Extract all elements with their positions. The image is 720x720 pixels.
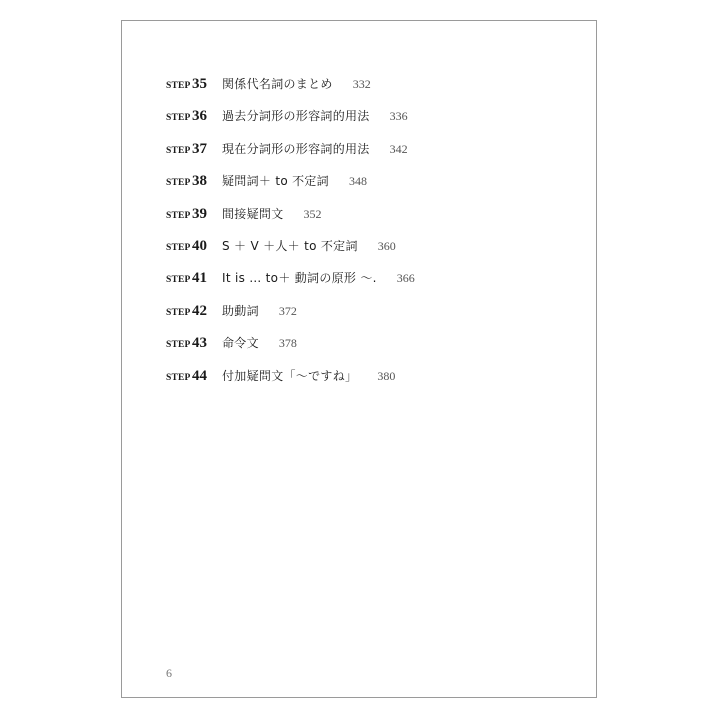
entry-page-number: 366 <box>396 271 415 286</box>
step-number: 36 <box>192 108 207 125</box>
entry-title: It is … to＋ 動詞の原形 ～. <box>222 271 377 286</box>
step-number: 39 <box>192 205 207 222</box>
entry-page-number: 352 <box>303 206 322 221</box>
step-label: STEP <box>166 372 191 383</box>
entry-title: 命令文 <box>222 336 259 351</box>
toc-entry-step-39 <box>166 205 415 237</box>
entry-page-number: 360 <box>377 238 396 253</box>
entry-title: S ＋ V ＋人＋ to 不定詞 <box>222 238 358 253</box>
step-label: STEP <box>166 242 191 253</box>
entry-page-number: 378 <box>278 336 297 351</box>
step-label: STEP <box>166 275 191 286</box>
step-number: 42 <box>192 302 207 319</box>
page-folio: 6 <box>166 666 172 680</box>
step-label: STEP <box>166 210 191 221</box>
entry-title: 現在分詞形の形容詞的用法 <box>222 141 370 156</box>
entry-page-number: 372 <box>278 303 297 318</box>
toc-entry-step-40 <box>166 237 415 269</box>
entry-title: 助動詞 <box>222 303 259 318</box>
toc-entry-step-35 <box>166 75 415 107</box>
step-label: STEP <box>166 81 191 91</box>
step-label: STEP <box>166 145 191 156</box>
step-number: 41 <box>192 270 207 287</box>
entry-title: 関係代名詞のまとめ <box>222 77 333 91</box>
toc-entry-step-43 <box>166 334 415 366</box>
toc-entry-step-36 <box>166 107 415 139</box>
entry-title: 付加疑問文「～ですね」 <box>222 368 358 383</box>
toc-entry-step-37 <box>166 140 415 172</box>
toc-entry-step-41 <box>166 269 415 301</box>
entry-title: 過去分詞形の形容詞的用法 <box>222 109 370 124</box>
entry-page-number: 380 <box>377 368 396 383</box>
step-label: STEP <box>166 178 191 189</box>
step-number: 40 <box>192 237 207 254</box>
entry-page-number: 348 <box>348 174 367 189</box>
step-number: 43 <box>192 335 207 352</box>
step-label: STEP <box>166 113 191 124</box>
entry-page-number: 342 <box>389 141 408 156</box>
toc-entry-step-38 <box>166 172 415 204</box>
step-number: 37 <box>192 140 207 157</box>
step-label: STEP <box>166 307 191 318</box>
toc-entry-step-42 <box>166 302 415 334</box>
step-number: 35 <box>192 76 207 92</box>
step-label: STEP <box>166 340 191 351</box>
step-number: 44 <box>192 367 207 384</box>
entry-page-number: 332 <box>352 77 371 91</box>
entry-title: 疑問詞＋ to 不定詞 <box>222 174 329 189</box>
toc-entry-step-44 <box>166 367 415 399</box>
entry-page-number: 336 <box>389 109 408 124</box>
table-of-contents <box>166 75 415 399</box>
entry-title: 間接疑問文 <box>222 206 284 221</box>
step-number: 38 <box>192 173 207 190</box>
document-page <box>121 20 597 698</box>
